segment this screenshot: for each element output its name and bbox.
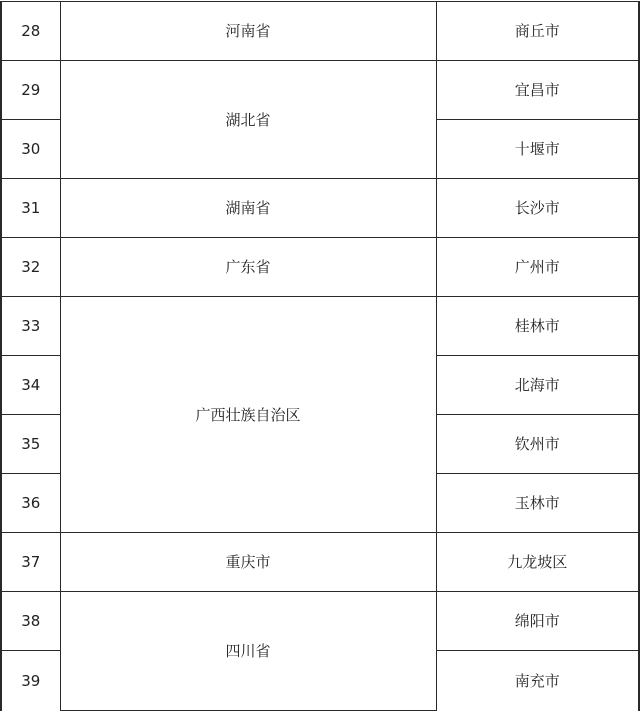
city-cell: 宜昌市 <box>436 61 639 120</box>
city-cell: 广州市 <box>436 238 639 297</box>
province-cell: 河南省 <box>60 2 436 61</box>
city-cell: 南充市 <box>436 651 639 711</box>
row-number: 31 <box>1 179 60 238</box>
province-cell: 重庆市 <box>60 533 436 592</box>
city-cell: 钦州市 <box>436 415 639 474</box>
row-number: 39 <box>1 651 60 711</box>
province-cell: 湖南省 <box>60 179 436 238</box>
row-number: 28 <box>1 2 60 61</box>
province-cell: 广东省 <box>60 238 436 297</box>
table-row <box>1 179 639 238</box>
row-number: 29 <box>1 61 60 120</box>
city-cell: 商丘市 <box>436 2 639 61</box>
city-cell: 九龙坡区 <box>436 533 639 592</box>
row-number: 37 <box>1 533 60 592</box>
row-number: 33 <box>1 297 60 356</box>
province-cell: 广西壮族自治区 <box>60 297 436 533</box>
city-cell: 十堰市 <box>436 120 639 179</box>
city-cell: 北海市 <box>436 356 639 415</box>
table-row <box>1 297 639 356</box>
row-number: 35 <box>1 415 60 474</box>
city-cell: 桂林市 <box>436 297 639 356</box>
row-number: 30 <box>1 120 60 179</box>
row-number: 32 <box>1 238 60 297</box>
table-row <box>1 61 639 120</box>
city-cell: 绵阳市 <box>436 592 639 651</box>
city-cell: 长沙市 <box>436 179 639 238</box>
province-cell: 湖北省 <box>60 61 436 179</box>
table-row <box>1 238 639 297</box>
table-row <box>1 533 639 592</box>
province-cell: 四川省 <box>60 592 436 711</box>
table-row <box>1 592 639 651</box>
table-row <box>1 2 639 61</box>
row-number: 34 <box>1 356 60 415</box>
row-number: 38 <box>1 592 60 651</box>
row-number: 36 <box>1 474 60 533</box>
city-cell: 玉林市 <box>436 474 639 533</box>
city-table <box>0 1 640 711</box>
